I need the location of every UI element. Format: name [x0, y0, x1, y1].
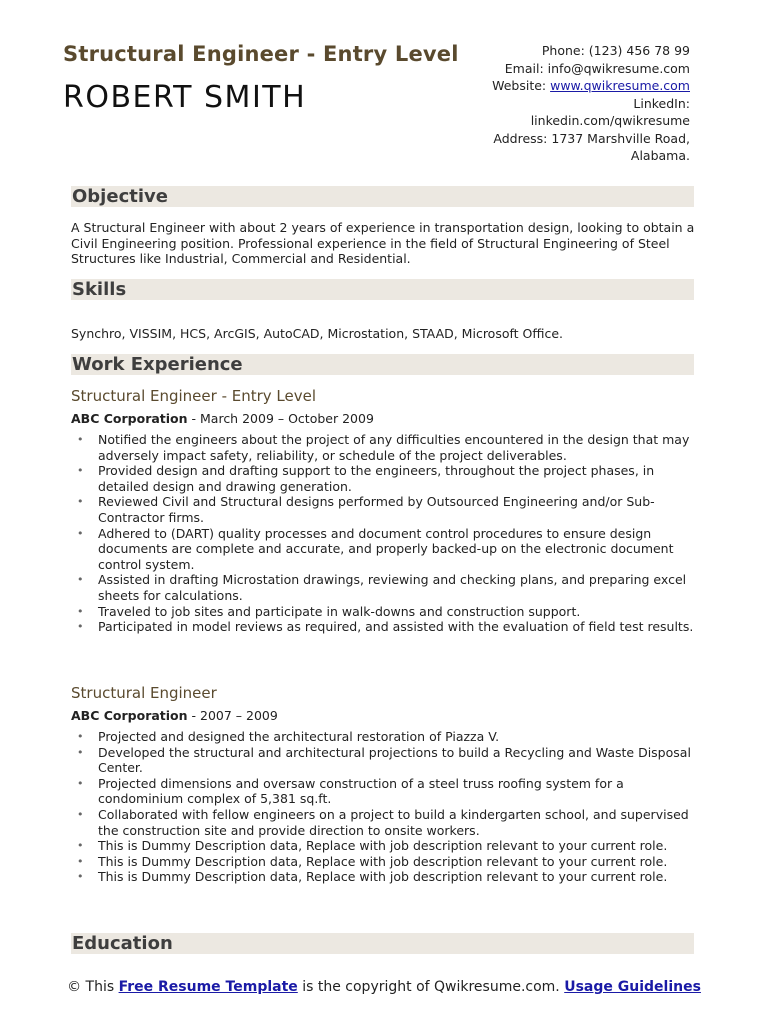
contact-website: [430, 77, 690, 95]
job-company-2: ABC Corporation: [71, 708, 188, 723]
copyright-footer: [0, 979, 768, 996]
contact-block: [430, 42, 690, 165]
contact-phone: Phone: (123) 456 78 99: [541, 43, 690, 58]
list-item: • Projected dimensions and oversaw construction of a steel truss roofing system for a condominium complex of 5,381 sq.ft.: [71, 776, 696, 807]
job-company-line-2: [71, 708, 278, 724]
list-item: • Reviewed Civil and Structural designs performed by Outsourced Engineering and/or Sub-Contractor firms.: [71, 494, 696, 525]
free-resume-template-link[interactable]: Free Resume Template: [118, 979, 298, 995]
job-role-1: Structural Engineer - Entry Level: [71, 387, 317, 405]
website-label: Website:: [492, 78, 551, 93]
list-item: • Provided design and drafting support to the engineers, throughout the project phases, in detailed design and drawing generation.: [71, 463, 696, 494]
list-item: • This is Dummy Description data, Replace with job description relevant to your current role.: [71, 869, 696, 885]
list-item: • This is Dummy Description data, Replace with job description relevant to your current role.: [71, 854, 696, 870]
header-job-title: Structural Engineer - Entry Level: [63, 42, 459, 66]
footer-prefix: © This: [67, 979, 119, 995]
objective-heading: Objective: [72, 186, 168, 207]
job-company-line-1: [71, 411, 374, 427]
list-item: • Adhered to (DART) quality processes and document control procedures to ensure design documents are complete and accurate, and properly backed-up on the electronic document control system.: [71, 526, 696, 573]
contact-address-line1: Address: 1737 Marshville Road,: [493, 130, 690, 146]
job-bullets-2: [71, 729, 696, 885]
usage-guidelines-link[interactable]: Usage Guidelines: [564, 979, 701, 995]
job-dates-1: - March 2009 – October 2009: [187, 411, 374, 426]
footer-middle: is the copyright of Qwikresume.com.: [297, 979, 565, 995]
skills-text: Synchro, VISSIM, HCS, ArcGIS, AutoCAD, Microstation, STAAD, Microsoft Office.: [71, 326, 564, 341]
job-company-1: ABC Corporation: [71, 411, 188, 426]
list-item: • This is Dummy Description data, Replace with job description relevant to your current role.: [71, 838, 696, 854]
list-item: • Participated in model reviews as required, and assisted with the evaluation of field test results.: [71, 619, 696, 635]
contact-linkedin-value: linkedin.com/qwikresume: [530, 113, 690, 128]
list-item: • Traveled to job sites and participate in walk-downs and construction support.: [71, 604, 696, 620]
job-dates-2: - 2007 – 2009: [187, 708, 278, 723]
skills-section-bar: [71, 279, 694, 300]
work-heading: Work Experience: [72, 354, 243, 375]
contact-address-line2: Alabama.: [630, 148, 690, 163]
website-link[interactable]: www.qwikresume.com: [550, 78, 690, 93]
contact-email: Email: info@qwikresume.com: [504, 60, 690, 76]
job-bullets-1: [71, 432, 696, 635]
list-item: • Notified the engineers about the project of any difficulties encountered in the design that may adversely impact safety, reliability, or schedule of the project deliverables.: [71, 432, 696, 463]
job-role-2: Structural Engineer: [71, 684, 217, 702]
list-item: • Assisted in drafting Microstation drawings, reviewing and checking plans, and preparing excel sheets for calculations.: [71, 572, 696, 603]
education-heading: Education: [72, 933, 173, 954]
skills-heading: Skills: [72, 279, 127, 300]
objective-text: A Structural Engineer with about 2 years of experience in transportation design, looking to obtain a Civil Engineering position. Professional experience in the field of Structural Engineering of Steel Structures like Industrial, Commercial and Residential.: [71, 220, 695, 267]
list-item: • Collaborated with fellow engineers on a project to build a kindergarten school, and supervised the construction site and provide direction to onsite workers.: [71, 807, 696, 838]
contact-linkedin-label: LinkedIn:: [633, 95, 690, 111]
list-item: • Developed the structural and architectural projections to build a Recycling and Waste Disposal Center.: [71, 745, 696, 776]
person-name: ROBERT SMITH: [63, 80, 307, 115]
list-item: • Projected and designed the architectural restoration of Piazza V.: [71, 729, 696, 745]
